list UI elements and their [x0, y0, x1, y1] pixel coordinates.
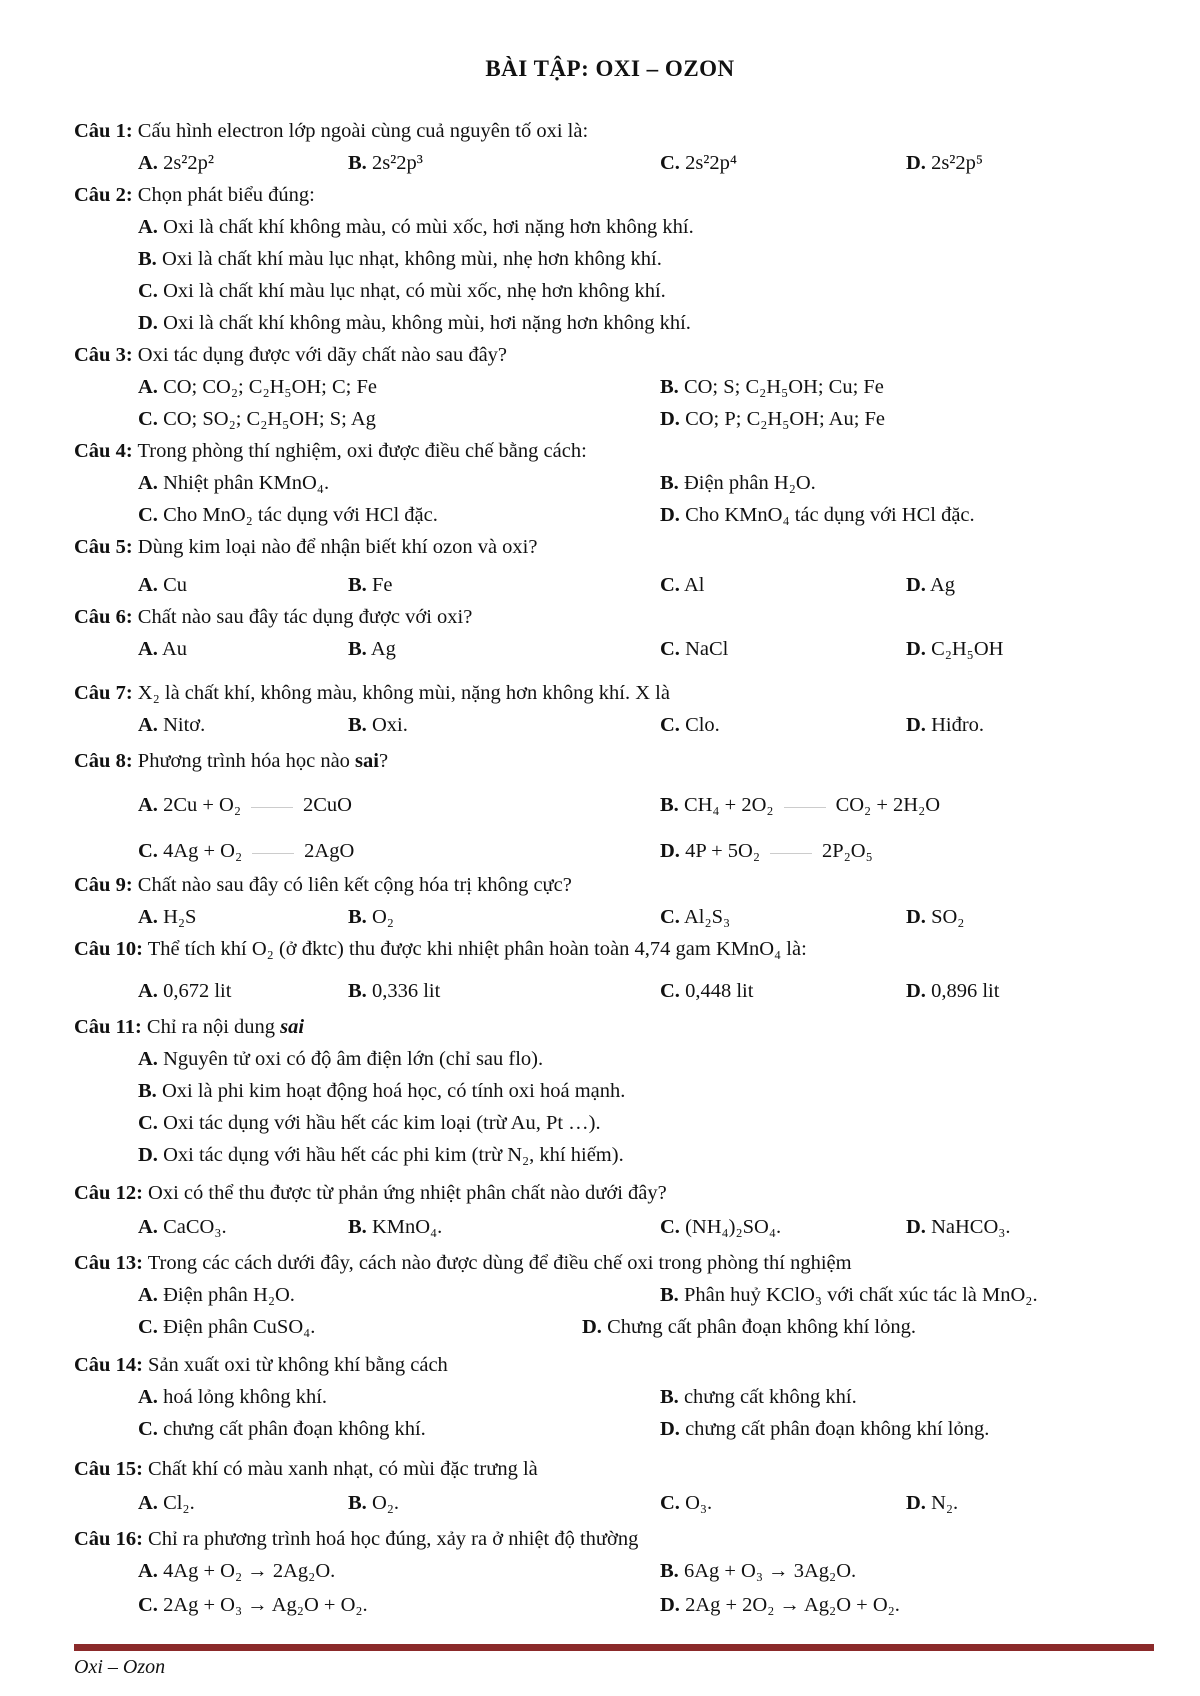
option-d: D. Oxi là chất khí không màu, không mùi, hơi nặng hơn không khí.	[138, 312, 691, 334]
option-d: D. SO₂	[906, 906, 965, 928]
option-a: A. 4Ag + O₂ → 2Ag₂O.	[138, 1560, 336, 1582]
question-2: Câu 2: Chọn phát biểu đúng:	[74, 184, 315, 206]
option-a: A. hoá lỏng không khí.	[138, 1386, 328, 1408]
option-a: A. 2Cu + O₂ 2CuO	[138, 794, 352, 816]
question-13: Câu 13: Trong các cách dưới đây, cách nào được dùng để điều chế oxi trong phòng thí nghiệm	[74, 1252, 852, 1274]
option-c: C. Clo.	[660, 714, 720, 736]
question-3: Câu 3: Oxi tác dụng được với dãy chất nào sau đây?	[74, 344, 508, 366]
option-c: C. 0,448 lit	[660, 980, 754, 1002]
option-d: D. chưng cất phân đoạn không khí lỏng.	[660, 1418, 990, 1440]
option-b: B. Ag	[348, 638, 396, 660]
option-d: D. 0,896 lit	[906, 980, 1000, 1002]
question-11: Câu 11: Chỉ ra nội dung sai	[74, 1016, 305, 1038]
question-text: Cấu hình electron lớp ngoài cùng cuả nguyên tố oxi là:	[137, 120, 589, 142]
option-b: B. O₂	[348, 906, 394, 928]
option-d: D. C₂H₅OH	[906, 638, 1004, 660]
option-d: D. 2s²2p⁵	[906, 152, 984, 174]
option-b: B. chưng cất không khí.	[660, 1386, 857, 1408]
question-label: Câu 1:	[74, 120, 133, 142]
option-b: B. 0,336 lit	[348, 980, 441, 1002]
option-c: C. Điện phân CuSO₄.	[138, 1316, 316, 1338]
option-a: A. CO; CO₂; C₂H₅OH; C; Fe	[138, 376, 378, 398]
option-a: A. Cl₂.	[138, 1492, 195, 1514]
reaction-arrow-icon	[248, 847, 298, 857]
option-a: A. Oxi là chất khí không màu, có mùi xốc, hơi nặng hơn không khí.	[138, 216, 694, 238]
question-7: Câu 7: X₂ là chất khí, không màu, không mùi, nặng hơn không khí. X là	[74, 682, 670, 704]
option-d: D. N₂.	[906, 1492, 959, 1514]
option-b: B. Oxi là chất khí màu lục nhạt, không mùi, nhẹ hơn không khí.	[138, 248, 662, 270]
option-d: D. Hiđro.	[906, 714, 985, 736]
question-12: Câu 12: Oxi có thể thu được từ phản ứng nhiệt phân chất nào dưới đây?	[74, 1182, 667, 1204]
option-c: C. Al₂S₃	[660, 906, 731, 928]
option-c: C. Al	[660, 574, 705, 596]
reaction-arrow-icon	[766, 847, 816, 857]
option-c: C. chưng cất phân đoạn không khí.	[138, 1418, 426, 1440]
option-b: B. Fe	[348, 574, 393, 596]
question-14: Câu 14: Sản xuất oxi từ không khí bằng cách	[74, 1354, 448, 1376]
option-d: D. NaHCO₃.	[906, 1216, 1011, 1238]
option-c: C. NaCl	[660, 638, 729, 660]
option-a: A. 0,672 lit	[138, 980, 232, 1002]
option-c: C. 2Ag + O₃ → Ag₂O + O₂.	[138, 1594, 368, 1616]
reaction-arrow-icon	[247, 801, 297, 811]
question-6: Câu 6: Chất nào sau đây tác dụng được với oxi?	[74, 606, 473, 628]
option-b: B. Điện phân H₂O.	[660, 472, 816, 494]
option-b: B. 2s²2p³	[348, 152, 423, 174]
question-1	[74, 120, 588, 143]
option-a: A. Điện phân H₂O.	[138, 1284, 295, 1306]
option-a: A. Nguyên tử oxi có độ âm điện lớn (chỉ sau flo).	[138, 1048, 544, 1070]
option-d: D. Ag	[906, 574, 955, 596]
option-a: A. Nitơ.	[138, 714, 206, 736]
page-title: BÀI TẬP: OXI – OZON	[485, 56, 735, 81]
option-c: C. Oxi tác dụng với hầu hết các kim loại (trừ Au, Pt …).	[138, 1112, 601, 1134]
option-b: B. CO; S; C₂H₅OH; Cu; Fe	[660, 376, 884, 398]
option-c: C. 4Ag + O₂ 2AgO	[138, 840, 355, 862]
option-c: C. Oxi là chất khí màu lục nhạt, có mùi xốc, nhẹ hơn không khí.	[138, 280, 666, 302]
footer-divider	[74, 1644, 1154, 1651]
option-b: B. 6Ag + O₃ → 3Ag₂O.	[660, 1560, 857, 1582]
option-a: A. CaCO₃.	[138, 1216, 227, 1238]
option-b: B. Phân huỷ KClO₃ với chất xúc tác là MnO₂.	[660, 1284, 1038, 1306]
option-d: D. Oxi tác dụng với hầu hết các phi kim (trừ N₂, khí hiếm).	[138, 1144, 624, 1166]
option-d: D. Chưng cất phân đoạn không khí lỏng.	[582, 1316, 916, 1338]
option-d: D. 2Ag + 2O₂ → Ag₂O + O₂.	[660, 1594, 900, 1616]
question-9: Câu 9: Chất nào sau đây có liên kết cộng hóa trị không cực?	[74, 874, 572, 896]
option-d: D. CO; P; C₂H₅OH; Au; Fe	[660, 408, 886, 430]
question-16: Câu 16: Chỉ ra phương trình hoá học đúng, xảy ra ở nhiệt độ thường	[74, 1528, 639, 1550]
option-a: A. H₂S	[138, 906, 197, 928]
option-b: B. CH₄ + 2O₂ CO₂ + 2H₂O	[660, 794, 941, 816]
page-footer: Oxi – Ozon	[74, 1656, 166, 1678]
question-8: Câu 8: Phương trình hóa học nào sai?	[74, 750, 389, 772]
option-c: C. O₃.	[660, 1492, 713, 1514]
option-a: A. Au	[138, 638, 187, 660]
option-c: C. 2s²2p⁴	[660, 152, 738, 174]
question-10: Câu 10: Thể tích khí O₂ (ở đktc) thu được khi nhiệt phân hoàn toàn 4,74 gam KMnO₄ là:	[74, 938, 807, 960]
option-a: A. 2s²2p²	[138, 152, 215, 174]
option-d: D. 4P + 5O₂ 2P₂O₅	[660, 840, 873, 862]
option-d: D. Cho KMnO₄ tác dụng với HCl đặc.	[660, 504, 975, 526]
reaction-arrow-icon	[780, 801, 830, 811]
option-b: B. O₂.	[348, 1492, 400, 1514]
option-b: B. Oxi là phi kim hoạt động hoá học, có tính oxi hoá mạnh.	[138, 1080, 626, 1102]
question-4: Câu 4: Trong phòng thí nghiệm, oxi được điều chế bằng cách:	[74, 440, 587, 462]
option-a: A. Nhiệt phân KMnO₄.	[138, 472, 330, 494]
option-c: C. Cho MnO₂ tác dụng với HCl đặc.	[138, 504, 438, 526]
option-a: A. Cu	[138, 574, 187, 596]
option-c: C. (NH₄)₂SO₄.	[660, 1216, 782, 1238]
option-b: B. Oxi.	[348, 714, 408, 736]
option-c: C. CO; SO₂; C₂H₅OH; S; Ag	[138, 408, 376, 430]
question-5: Câu 5: Dùng kim loại nào để nhận biết khí ozon và oxi?	[74, 536, 538, 558]
question-15: Câu 15: Chất khí có màu xanh nhạt, có mùi đặc trưng là	[74, 1458, 538, 1480]
option-b: B. KMnO₄.	[348, 1216, 443, 1238]
